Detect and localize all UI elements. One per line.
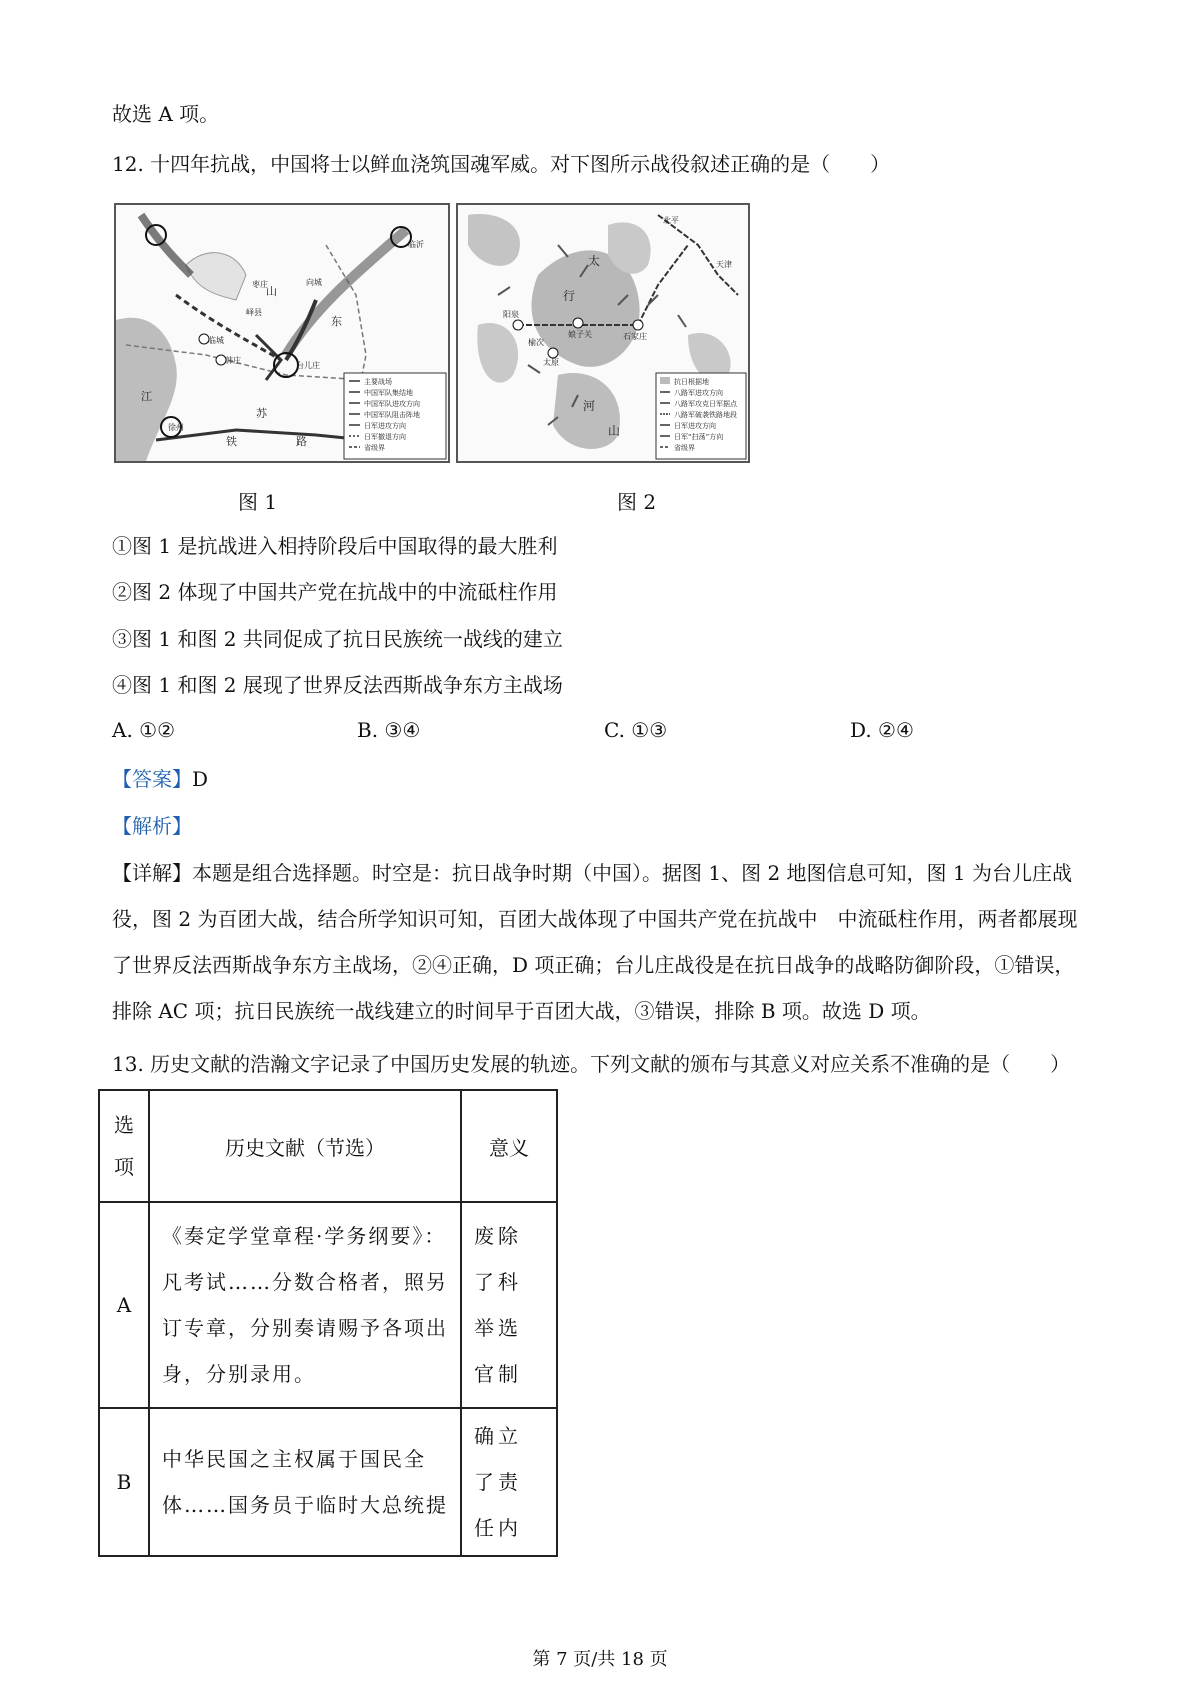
- place-label: 山: [608, 424, 621, 438]
- place-label: 榆次: [528, 338, 544, 347]
- row-meaning: 确立了责任内: [474, 1424, 522, 1540]
- statement-2: ②图 2 体现了中国共产党在抗战中的中流砥柱作用: [112, 580, 558, 604]
- figure-2-caption: 图 2: [617, 490, 657, 514]
- legend-item: 中国军队集结地: [364, 389, 413, 397]
- place-label: 娘子关: [568, 330, 592, 339]
- place-label: 铁: [226, 435, 237, 448]
- place-label: 峄县: [246, 308, 262, 317]
- place-label: 河: [583, 399, 596, 413]
- header-meaning: 意义: [461, 1090, 557, 1202]
- table-row: [99, 1408, 557, 1556]
- question-12-stem: 12. 十四年抗战，中国将士以鲜血浇筑国魂军威。对下图所示战役叙述正确的是（ ）: [112, 152, 891, 176]
- place-label: 枣庄: [252, 280, 268, 289]
- question-13-stem: 13. 历史文献的浩瀚文字记录了中国历史发展的轨迹。下列文献的颁布与其意义对应关系不准确的是（ ）: [112, 1052, 1071, 1076]
- statement-1: ①图 1 是抗战进入相持阶段后中国取得的最大胜利: [112, 534, 558, 558]
- row-meaning: 废除了科举选官制: [474, 1224, 522, 1386]
- legend-item: 日军进攻方向: [364, 422, 406, 430]
- place-label: 东: [331, 315, 342, 328]
- legend-item: 日军“扫荡”方向: [674, 433, 724, 441]
- legend-item: 八路军进攻方向: [674, 389, 723, 397]
- answer-line: [112, 765, 208, 793]
- legend-item: 日军撤退方向: [364, 433, 406, 441]
- option-d: D. ②④: [850, 718, 914, 742]
- legend-item: 主要战场: [364, 378, 392, 386]
- place-label: 台儿庄: [296, 361, 320, 370]
- answer-tag: 【答案】: [112, 767, 192, 791]
- detail-paragraph: 【详解】本题是组合选择题。时空是：抗日战争时期（中国）。据图 1、图 2 地图信息可知，图 1 为台儿庄战役，图 2 为百团大战，结合所学知识可知，百团大战体现了中国共产党在抗战中 中流砥柱作用，两者都展现了世界反法西斯战争东方主战场，②④正确，D 项正确；台儿庄战役是在抗日战争的战略防御阶段，①错误，排除 AC 项；抗日民族统一战线建立的时间早于百团大战，③错误，排除 B 项。故选 D 项。: [112, 861, 1078, 1023]
- answer-value: D: [192, 767, 209, 791]
- legend-item: 省级界: [364, 444, 385, 452]
- legend-item: 中国军队进攻方向: [364, 400, 420, 408]
- option-c: C. ①③: [604, 718, 668, 742]
- legend-item: 日军进攻方向: [674, 422, 716, 430]
- place-label: 徐州: [168, 423, 184, 432]
- legend-item: 八路军攻克日军据点: [674, 400, 737, 408]
- header-document: 历史文献（节选）: [149, 1090, 461, 1202]
- option-a: A. ①②: [112, 718, 176, 742]
- table-row: [99, 1202, 557, 1408]
- place-label: 临沂: [408, 240, 424, 249]
- legend-item: 中国军队阻击阵地: [364, 411, 420, 419]
- header-option: 选项: [99, 1090, 149, 1202]
- place-label: 太原: [543, 358, 559, 367]
- place-label: 路: [296, 435, 307, 448]
- place-label: 太: [588, 254, 601, 268]
- place-label: 向城: [306, 278, 322, 287]
- figure-1-map: [114, 203, 450, 463]
- figure-1-caption: 图 1: [238, 490, 278, 514]
- place-label: 江: [141, 390, 152, 403]
- page-footer: 第 7 页/共 18 页: [532, 1649, 668, 1670]
- place-label: 阳泉: [503, 310, 519, 319]
- hundred-regiments-map: [458, 205, 748, 461]
- figure-2-map: [456, 203, 750, 463]
- legend-item: 省级界: [674, 444, 695, 452]
- row-option: B: [99, 1408, 149, 1556]
- previous-answer-tail: 故选 A 项。: [112, 102, 220, 126]
- option-b: B. ③④: [357, 718, 421, 742]
- legend-item: 八路军破袭铁路地段: [674, 411, 737, 419]
- place-label: 北平: [663, 216, 679, 225]
- analysis-tag: 【解析】: [112, 814, 192, 838]
- place-label: 临城: [208, 336, 224, 345]
- taierzhuang-battle-map: [116, 205, 448, 461]
- row-document: 中华民国之主权属于国民全体……国务员于临时大总统提: [162, 1447, 448, 1517]
- row-document: 《奏定学堂章程·学务纲要》：凡考试……分数合格者，照另订专章，分别奏请赐予各项出身，分别录用。: [162, 1224, 448, 1386]
- place-label: 行: [563, 289, 576, 303]
- legend-item: 抗日根据地: [674, 378, 709, 386]
- place-label: 韩庄: [225, 356, 241, 365]
- table-header-row: [99, 1090, 557, 1202]
- place-label: 苏: [256, 407, 267, 420]
- place-label: 山: [266, 285, 277, 298]
- statement-3: ③图 1 和图 2 共同促成了抗日民族统一战线的建立: [112, 627, 563, 651]
- place-label: 天津: [716, 260, 732, 269]
- documents-table: [98, 1089, 558, 1557]
- statement-4: ④图 1 和图 2 展现了世界反法西斯战争东方主战场: [112, 673, 563, 697]
- place-label: 石家庄: [623, 332, 647, 341]
- row-option: A: [99, 1202, 149, 1408]
